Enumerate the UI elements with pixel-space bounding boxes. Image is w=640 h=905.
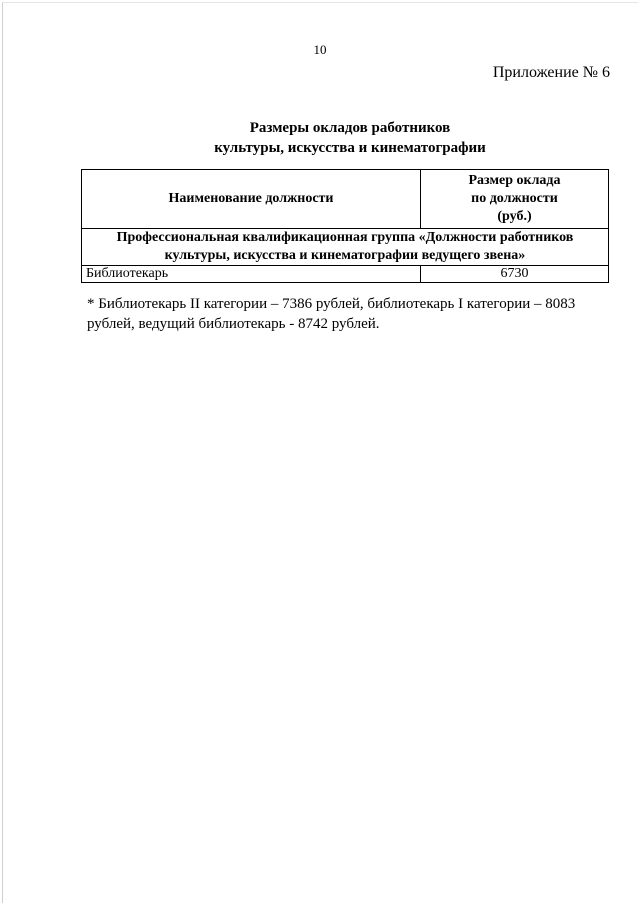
document-title [0,118,640,158]
footnote [87,294,610,334]
table-header-row [82,170,609,229]
salary-table [81,169,609,283]
appendix-label: Приложение № 6 [492,64,610,81]
footnote-line-2: рублей, ведущий библиотекарь - 8742 рублей. [87,316,380,332]
title-line-2: культуры, искусства и кинематографии [214,140,486,156]
title-line-1: Размеры окладов работников [249,120,451,136]
header-salary [421,170,609,229]
header-position: Наименование должности [82,170,421,229]
footnote-line-1: * Библиотекарь II категории – 7386 рублей, библиотекарь I категории – 8083 [87,296,576,312]
header-salary-line-3: (руб.) [497,209,532,224]
table-row [82,266,609,283]
header-salary-line-1: Размер оклада [468,173,561,188]
group-line-1: Профессиональная квалификационная группа «Должности работников [116,230,574,245]
page-number: 10 [313,42,327,57]
group-row [82,229,609,266]
row-position: Библиотекарь [82,266,421,283]
header-salary-line-2: по должности [471,191,558,206]
group-line-2: культуры, искусства и кинематографии ведущего звена» [164,248,526,263]
row-salary: 6730 [421,266,609,283]
group-cell [82,229,609,266]
